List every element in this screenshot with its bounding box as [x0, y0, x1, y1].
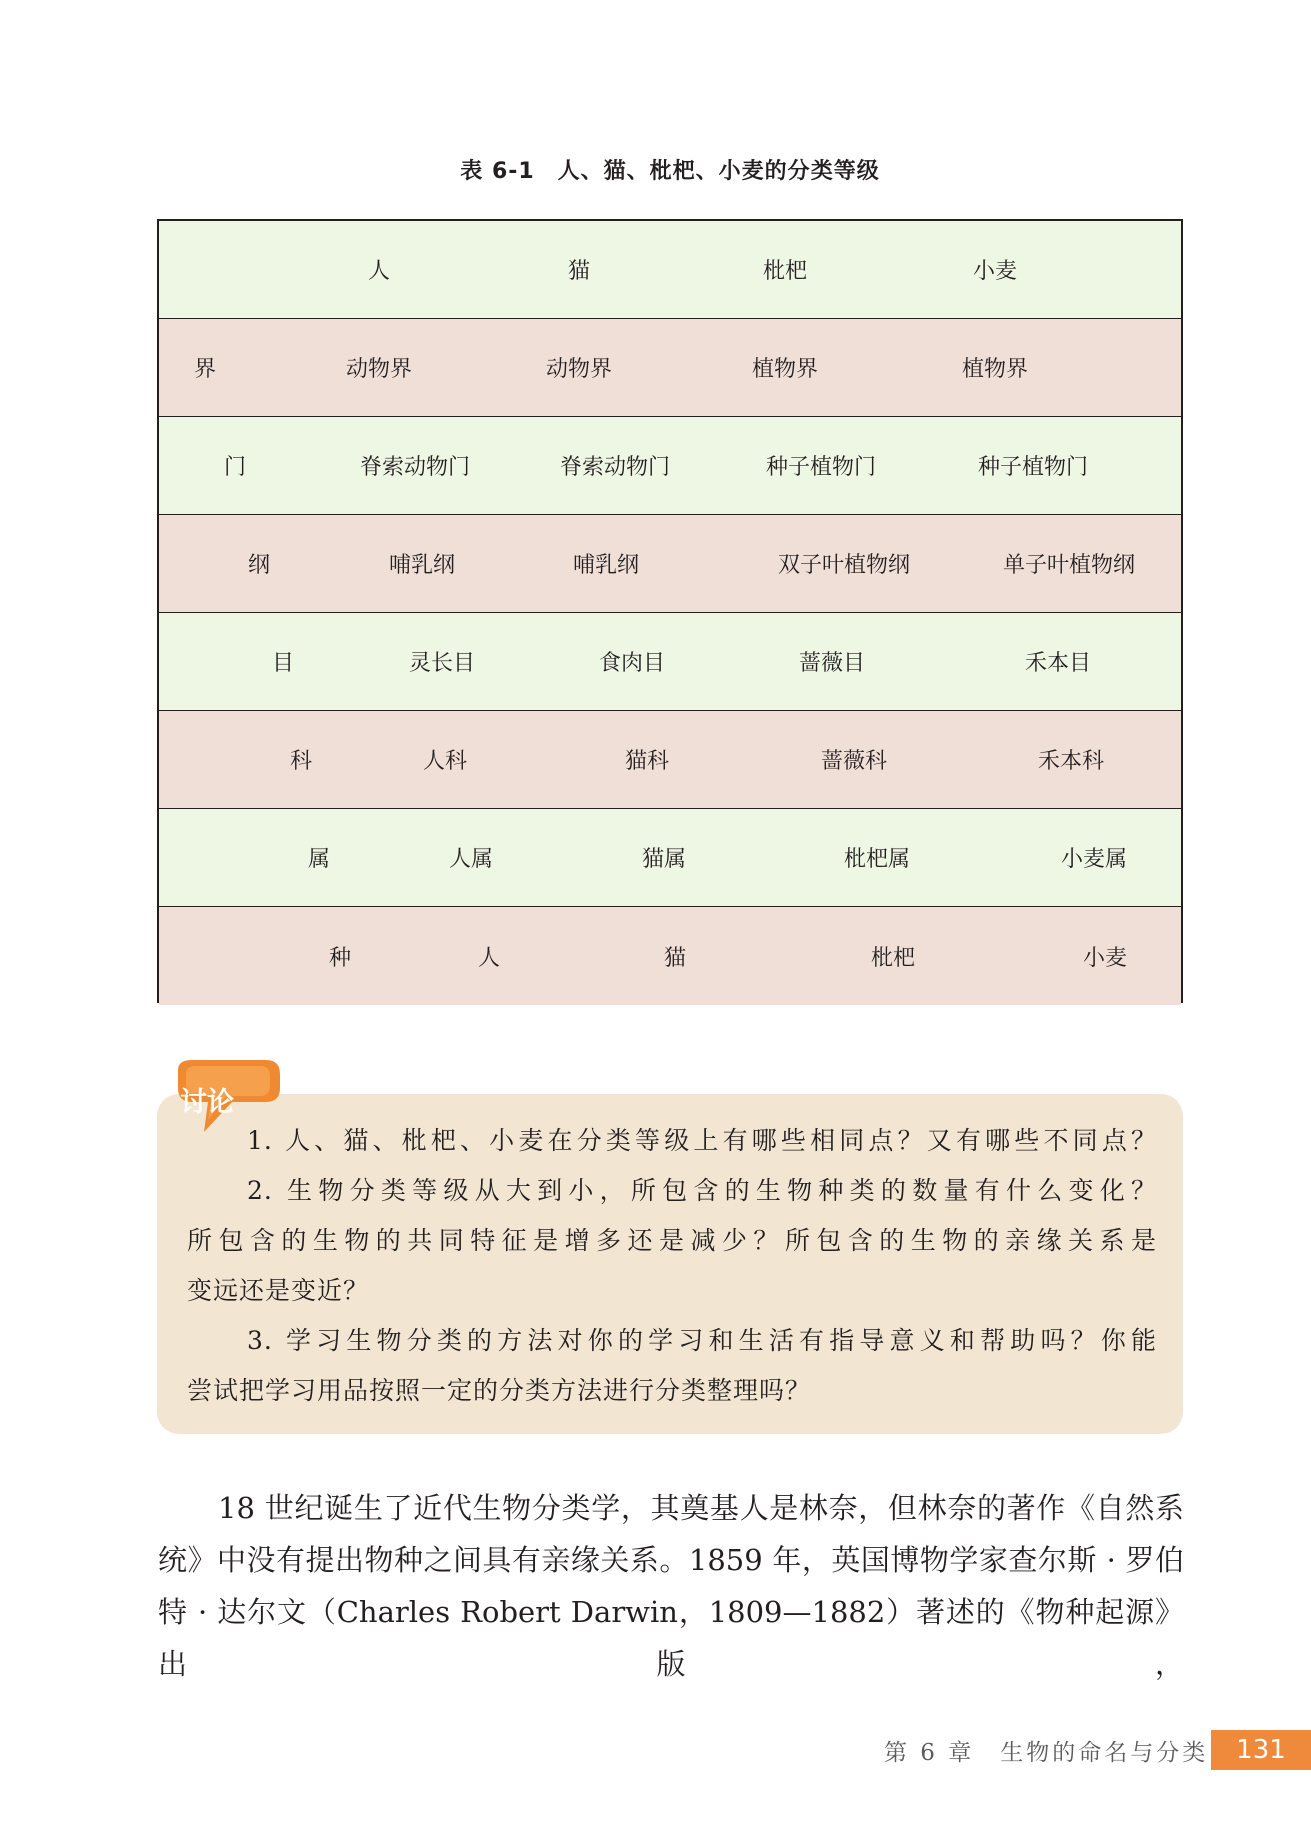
paragraph-line: 统》中没有提出物种之间具有亲缘关系。1859 年，英国博物学家查尔斯 · 罗伯: [158, 1543, 1184, 1577]
table-cell: 单子叶植物纲: [1002, 553, 1136, 578]
table-cell: 猫属: [641, 847, 687, 872]
table-row: [159, 907, 1181, 1005]
table-cell: 植物界: [751, 357, 819, 382]
header-cell: 小麦: [972, 259, 1018, 284]
discussion-label: 讨论: [180, 1087, 234, 1118]
header-cell: 人: [367, 259, 391, 284]
table-cell: 小麦: [1082, 945, 1128, 971]
table-cell: 人属: [448, 847, 494, 872]
rank-cell: 界: [193, 357, 217, 382]
table-cell: 脊索动物门: [559, 455, 671, 480]
table-cell: 双子叶植物纲: [777, 553, 911, 578]
discussion-line: 2. 生物分类等级从大到小，所包含的生物种类的数量有什么变化？: [247, 1176, 1157, 1205]
table-row: [159, 417, 1181, 515]
rank-cell: 种: [328, 945, 352, 971]
rank-cell: 属: [307, 847, 331, 872]
table-row: [159, 809, 1181, 907]
table-cell: 猫: [663, 945, 687, 971]
rank-cell: 目: [271, 651, 295, 676]
table-cell: 动物界: [345, 357, 413, 382]
header-cell: 猫: [567, 259, 591, 284]
header-cell: 枇杷: [762, 259, 808, 284]
classification-table: [157, 219, 1183, 1003]
discussion-line: 1. 人、猫、枇杷、小麦在分类等级上有哪些相同点？又有哪些不同点？: [247, 1126, 1157, 1155]
chapter-footer: 第 6 章 生物的命名与分类: [884, 1740, 1209, 1766]
table-row: [159, 319, 1181, 417]
table-cell: 小麦属: [1060, 847, 1128, 872]
discussion-line: 所包含的生物的共同特征是增多还是减少？所包含的生物的亲缘关系是: [187, 1226, 1157, 1255]
rank-cell: 门: [223, 455, 247, 480]
table-cell: 哺乳纲: [388, 553, 456, 578]
table-caption: 表 6-1 人、猫、枇杷、小麦的分类等级: [460, 159, 880, 184]
discussion-line: 3. 学习生物分类的方法对你的学习和生活有指导意义和帮助吗？你能: [247, 1326, 1157, 1355]
table-cell: 枇杷属: [843, 847, 911, 872]
table-row: [159, 515, 1181, 613]
rank-cell: 科: [289, 749, 313, 774]
table-cell: 植物界: [961, 357, 1029, 382]
table-cell: 禾本目: [1024, 651, 1092, 676]
table-cell: 脊索动物门: [359, 455, 471, 480]
discussion-line: 变远还是变近？: [187, 1276, 370, 1305]
table-cell: 灵长目: [408, 651, 476, 676]
paragraph-line: 18 世纪诞生了近代生物分类学，其奠基人是林奈，但林奈的著作《自然系: [218, 1491, 1184, 1525]
discussion-line: 尝试把学习用品按照一定的分类方法进行分类整理吗？: [187, 1376, 812, 1405]
table-cell: 禾本科: [1037, 749, 1105, 774]
table-cell: 种子植物门: [765, 455, 877, 480]
table-cell: 枇杷: [870, 945, 916, 971]
table-cell: 人科: [422, 749, 468, 774]
rank-cell: 纲: [247, 553, 271, 578]
table-cell: 食肉目: [598, 651, 666, 676]
table-cell: 动物界: [545, 357, 613, 382]
page-number: 131: [1211, 1730, 1311, 1770]
table-cell: 蔷薇科: [820, 749, 888, 774]
table-row: [159, 711, 1181, 809]
table-header-row: [159, 221, 1181, 319]
table-row: [159, 613, 1181, 711]
table-cell: 蔷薇目: [798, 651, 866, 676]
table-cell: 人: [477, 945, 501, 971]
table-cell: 种子植物门: [977, 455, 1089, 480]
paragraph-line: 特 · 达尔文（Charles Robert Darwin，1809—1882）著述的《物种起源》出版，: [158, 1595, 1184, 1681]
table-cell: 哺乳纲: [572, 553, 640, 578]
table-cell: 猫科: [624, 749, 670, 774]
